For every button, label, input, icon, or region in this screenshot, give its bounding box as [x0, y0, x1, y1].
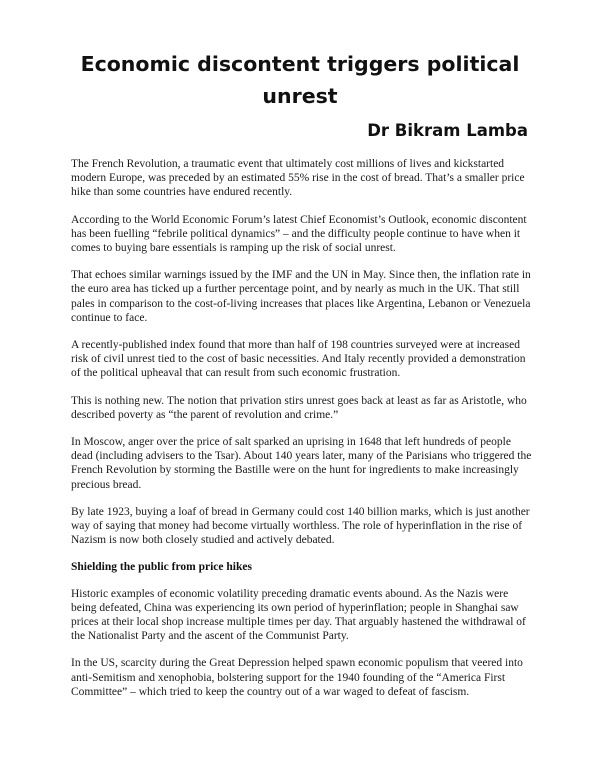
- paragraph: A recently-published index found that more than half of 198 countries surveyed were at increased risk of civil unrest tied to the cost of basic necessities. And Italy recently provided a demonstration of the political upheaval that can result from such economic frustration.: [71, 339, 526, 380]
- paragraph: Historic examples of economic volatility preceding dramatic events abound. As the Nazis were being defeated, China was experiencing its own period of hyperinflation; people in Shanghai saw prices at their local shop increase multiple times per day. That arguably hastened the withdrawal of the Nationalist Party and the ascent of the Communist Party.: [71, 587, 526, 643]
- section-subheading: Shielding the public from price hikes: [71, 561, 252, 574]
- paragraph: In the US, scarcity during the Great Depression helped spawn economic populism that veered into anti-Semitism and xenophobia, bolstering support for the 1940 founding of the “America First Committee” – which tried to keep the country out of a war waged to defeat of fascism.: [71, 657, 523, 698]
- paragraph: By late 1923, buying a loaf of bread in Germany could cost 140 billion marks, which is just another way of saying that money had become virtually worthless. The role of hyperinflation in the rise of Nazism is now both closely studied and actively debated.: [71, 505, 530, 547]
- article-author: Dr Bikram Lamba: [367, 121, 528, 140]
- paragraph: That echoes similar warnings issued by the IMF and the UN in May. Since then, the inflation rate in the euro area has ticked up a further percentage point, and by nearly as much in the UK. That still pales in comparison to the cost-of-living increases that places like Argentina, Lebanon or Venezuela continue to face.: [71, 269, 531, 324]
- paragraph: In Moscow, anger over the price of salt sparked an uprising in 1648 that left hundreds of people dead (including advisers to the Tsar). About 140 years later, many of the Parisians who triggered the French Revolution by storming the Bastille were on the hunt for ingredients to make increasingly precious bread.: [71, 436, 532, 491]
- paragraph: The French Revolution, a traumatic event that ultimately cost millions of lives and kickstarted modern Europe, was preceded by an estimated 55% rise in the cost of bread. That’s a smaller price hike than some countries have endured recently.: [71, 158, 525, 199]
- article-title: Economic discontent triggers political unrest: [80, 52, 520, 108]
- article-body: [71, 157, 533, 712]
- paragraph: According to the World Economic Forum’s latest Chief Economist’s Outlook, economic discontent has been fuelling “febrile political dynamics” – and the difficulty people continue to have when it comes to buying bare essentials is ramping up the risk of social unrest.: [71, 213, 527, 255]
- paragraph: This is nothing new. The notion that privation stirs unrest goes back at least as far as Aristotle, who described poverty as “the parent of revolution and crime.”: [71, 394, 527, 421]
